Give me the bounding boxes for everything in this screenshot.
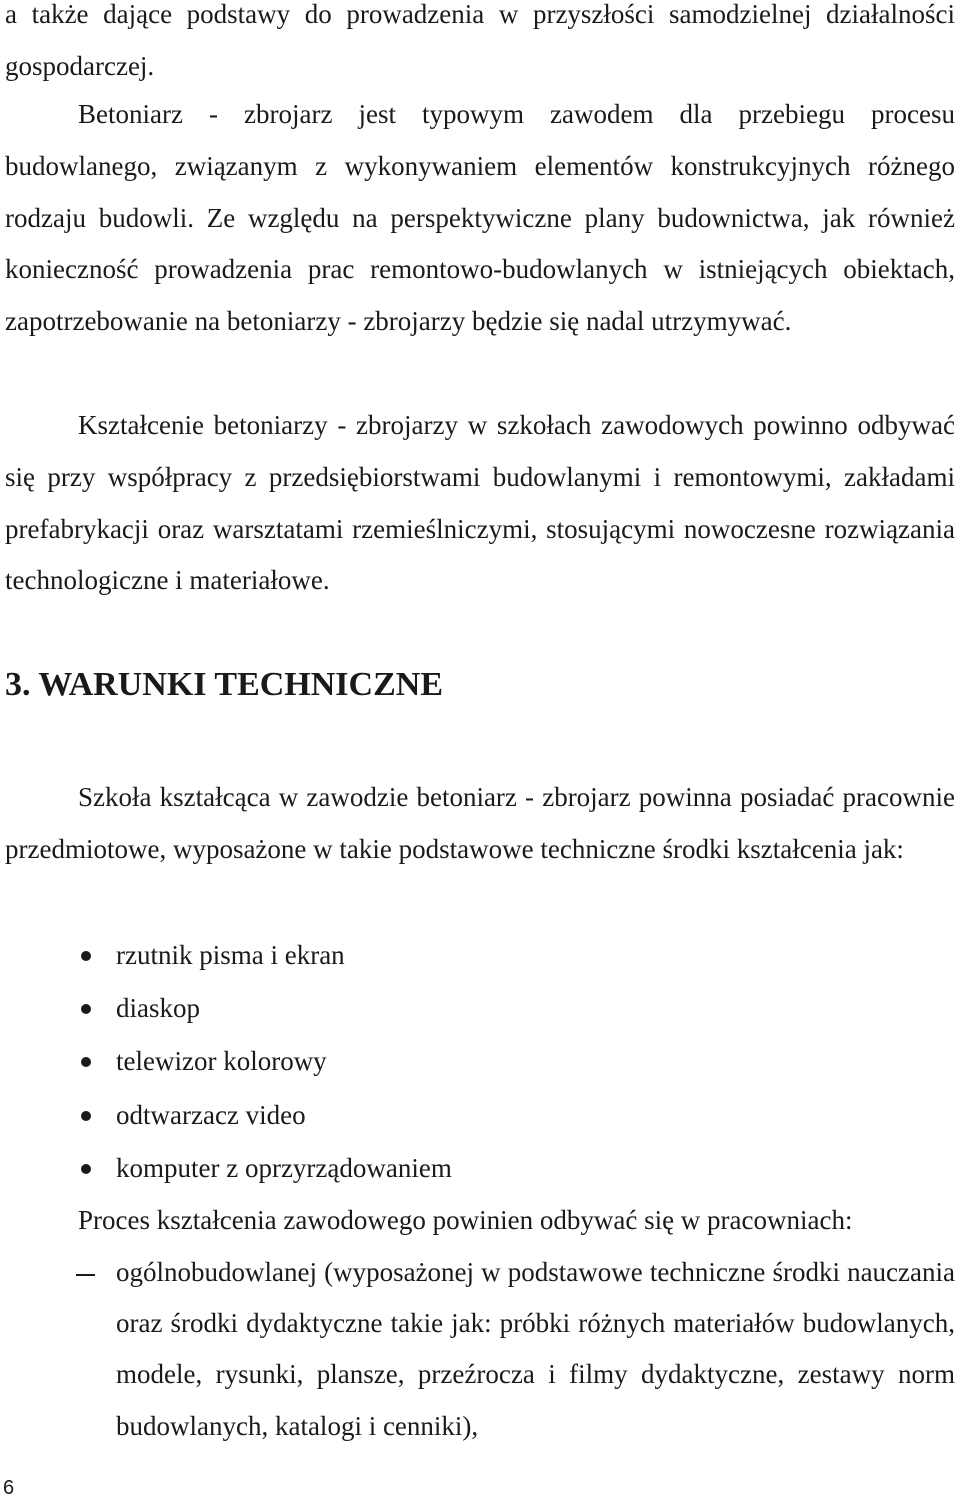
section-heading: 3. WARUNKI TECHNICZNE: [5, 666, 443, 703]
dash-icon: [76, 1274, 95, 1276]
bullet-icon: [81, 1057, 91, 1067]
dash-list-item: [5, 1247, 955, 1452]
bullet-icon: [81, 1004, 91, 1014]
list-item: [5, 1089, 955, 1142]
equipment-list: [5, 929, 955, 1195]
list-item-label: komputer z oprzyrządowaniem: [116, 1152, 452, 1183]
list-item-label: telewizor kolorowy: [116, 1046, 327, 1077]
paragraph-continuation: a także dające podstawy do prowadzenia w przyszłości samodzielnej działalności gospodarczej.: [5, 0, 955, 81]
bullet-icon: [81, 951, 91, 961]
list-item: [5, 1142, 955, 1195]
list-item: [5, 982, 955, 1035]
list-item-label: odtwarzacz video: [116, 1099, 306, 1130]
bullet-icon: [81, 1111, 91, 1121]
paragraph-profession-description: Betoniarz - zbrojarz jest typowym zawodem dla przebiegu procesu budowlanego, związanym z wykonywaniem elementów konstrukcyjnych różnego rodzaju budowli. Ze względu na perspektywiczne plany budownictwa, jak również konieczność prowadzenia prac remontowo-budowlanych w istniejących obiektach, zapotrzebowanie na betoniarzy - zbrojarzy będzie się nadal utrzymywać.: [5, 99, 955, 337]
list-item-label: diaskop: [116, 993, 200, 1024]
dash-list-item-text: ogólnobudowlanej (wyposażonej w podstawowe techniczne środki nauczania oraz środki dydaktyczne takie jak: próbki różnych materiałów budowlanych, modele, rysunki, plansze, przeźrocza i filmy dydaktyczne, zestawy norm budowlanych, katalogi i cenniki),: [116, 1257, 955, 1441]
bullet-icon: [81, 1164, 91, 1174]
paragraph-technical-intro: Szkoła kształcąca w zawodzie betoniarz - zbrojarz powinna posiadać pracownie przedmiotowe, wyposażone w takie podstawowe techniczne środki kształcenia jak:: [5, 782, 955, 864]
list-item: [5, 929, 955, 982]
page-number: 6: [3, 1477, 15, 1499]
list-item: [5, 1035, 955, 1088]
paragraph-process: Proces kształcenia zawodowego powinien odbywać się w pracowniach:: [78, 1205, 853, 1235]
list-item-label: rzutnik pisma i ekran: [116, 940, 345, 970]
paragraph-education: Kształcenie betoniarzy - zbrojarzy w szkołach zawodowych powinno odbywać się przy współpracy z przedsiębiorstwami budowlanymi i remontowymi, zakładami prefabrykacji oraz warsztatami rzemieślniczymi, stosującymi nowoczesne rozwiązania technologiczne i materiałowe.: [5, 410, 955, 596]
